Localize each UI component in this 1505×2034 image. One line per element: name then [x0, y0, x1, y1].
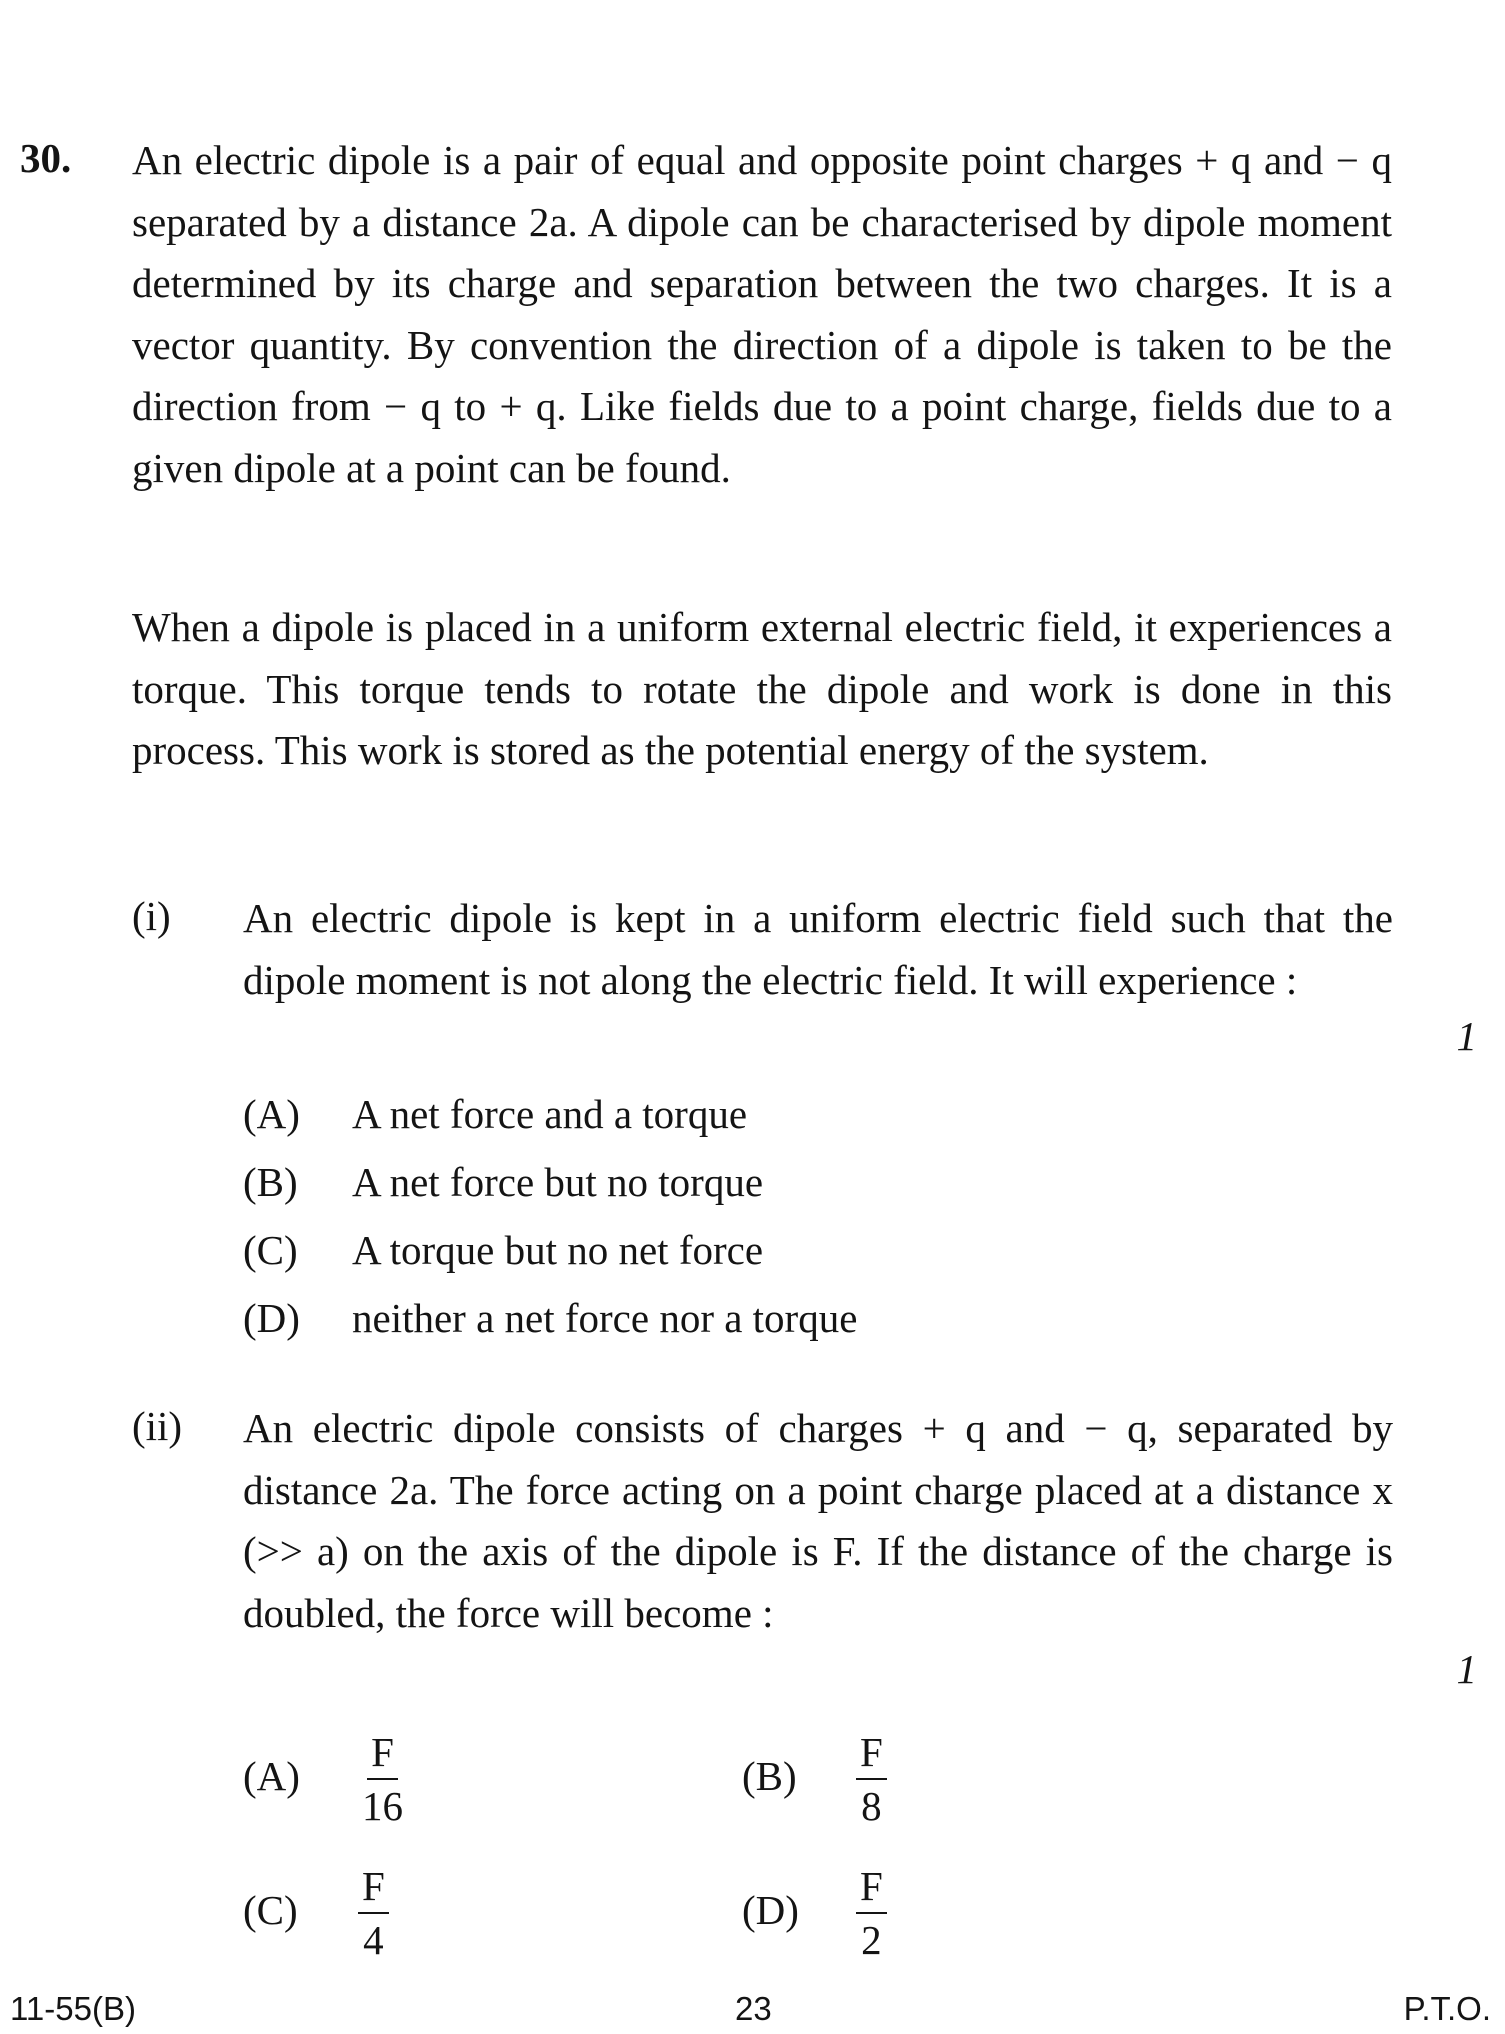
fraction-numerator: F	[856, 1862, 887, 1914]
fraction-denominator: 4	[363, 1917, 384, 1963]
part-i-option-d-label: (D)	[243, 1295, 300, 1341]
part-i-label: (i)	[132, 893, 171, 939]
fraction-denominator: 8	[861, 1783, 882, 1829]
please-turn-over: P.T.O.	[1403, 1990, 1491, 2027]
part-i-option-c-text: A torque but no net force	[352, 1227, 764, 1273]
part-ii-option-a-label: (A)	[243, 1753, 300, 1799]
part-i-option-a-label: (A)	[243, 1091, 300, 1137]
part-ii-marks: 1	[1456, 1646, 1477, 1692]
part-i-option-a-text: A net force and a torque	[352, 1091, 748, 1137]
part-i-question: An electric dipole is kept in a uniform electric field such that the dipole moment is not along the electric field. It will experience :	[243, 895, 1393, 1003]
fraction-numerator: F	[367, 1728, 398, 1780]
fraction-numerator: F	[856, 1728, 887, 1780]
part-ii-option-d-fraction	[856, 1862, 887, 1964]
part-ii-label: (ii)	[132, 1403, 183, 1449]
part-ii-option-c-label: (C)	[243, 1887, 298, 1933]
part-i-option-d-text: neither a net force nor a torque	[352, 1295, 858, 1341]
page-number: 23	[735, 1990, 772, 2027]
question-number: 30.	[20, 135, 72, 181]
fraction-numerator: F	[358, 1862, 389, 1914]
fraction-denominator: 2	[861, 1917, 882, 1963]
part-ii-option-d-label: (D)	[742, 1887, 799, 1933]
part-ii-question: An electric dipole consists of charges + q and − q, separated by distance 2a. The force acting on a point charge placed at a distance x (>> a) on the axis of the dipole is F. If the distance of the charge is doubled, the force will become :	[243, 1405, 1393, 1636]
part-i-option-c-label: (C)	[243, 1227, 298, 1273]
part-i-marks: 1	[1456, 1013, 1477, 1059]
question-paragraph-2: When a dipole is placed in a uniform external electric field, it experiences a torque. This torque tends to rotate the dipole and work is done in this process. This work is stored as the potential energy of the system.	[132, 604, 1392, 773]
part-ii-option-b-label: (B)	[742, 1753, 797, 1799]
part-ii-option-b-fraction	[856, 1728, 887, 1830]
part-ii-option-c-fraction	[358, 1862, 389, 1964]
paper-code: 11-55(B)	[10, 1990, 136, 2027]
question-paragraph-1: An electric dipole is a pair of equal and opposite point charges + q and − q separated by a distance 2a. A dipole can be characterised by dipole moment determined by its charge and separation between the two charges. It is a vector quantity. By convention the direction of a dipole is taken to be the direction from − q to + q. Like fields due to a point charge, fields due to a given dipole at a point can be found.	[132, 137, 1392, 491]
fraction-denominator: 16	[362, 1783, 403, 1829]
part-ii-option-a-fraction	[358, 1728, 407, 1830]
part-i-option-b-label: (B)	[243, 1159, 298, 1205]
part-i-option-b-text: A net force but no torque	[352, 1159, 764, 1205]
